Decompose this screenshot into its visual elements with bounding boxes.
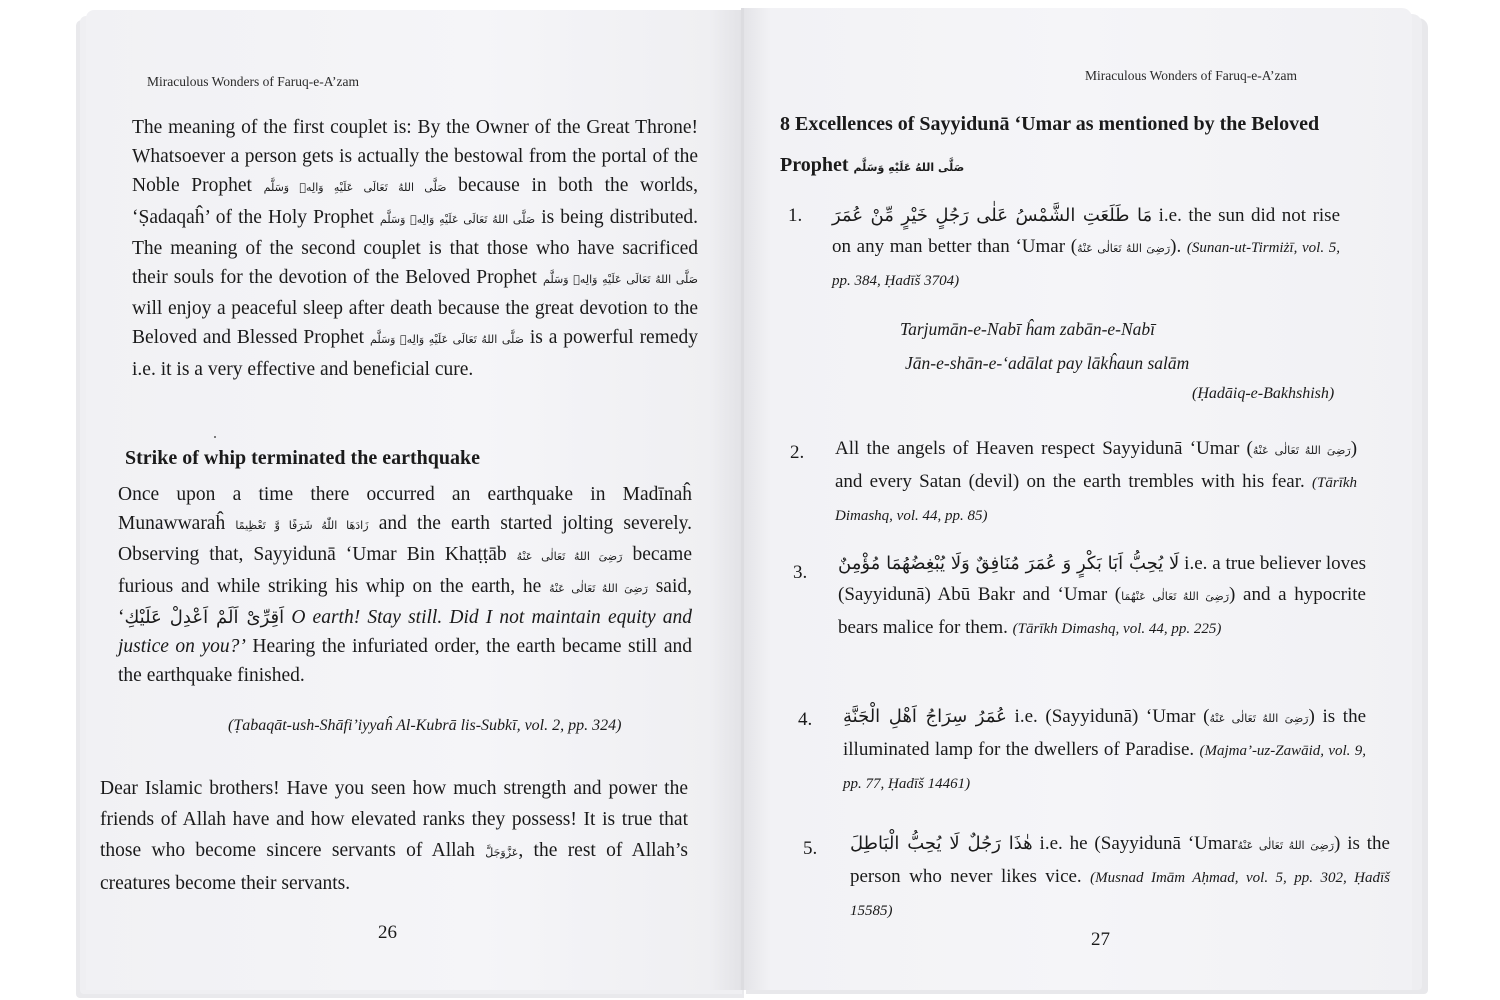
item-text: i.e. he (Sayyidunā ‘Umar [1039, 833, 1238, 854]
running-head-right: Miraculous Wonders of Faruq-e-A’zam [1085, 68, 1297, 83]
item-text: ) is the illuminated lamp for the dwellers of Paradise. [843, 706, 1366, 760]
honorific-arabic: رَضِىَ اللهُ تَعَالٰى عَنْهُ [1252, 444, 1351, 457]
salutation-arabic: صَلَّى اللهُ تَعَالَى عَلَيْهِ وَالِهٖ وَسَلَّم [263, 181, 447, 195]
salutation-arabic: صَلَّى اللهُ تَعَالَى عَلَيْهِ وَالِهٖ وَسَلَّم [379, 212, 536, 226]
item-text: ). [1170, 236, 1182, 257]
story-text: Once upon a time there occurred an earthquake in Madīnaĥ Munawwaraĥ [118, 484, 692, 535]
intro-text: is a powerful remedy i.e. it is a very effective and beneficial cure. [132, 327, 699, 380]
hadith-arabic: مَا طَلَعَتِ الشَّمْسُ عَلٰى رَجُلٍ خَيْرٍ مِّنْ عُمَرَ [832, 205, 1153, 226]
honorific-arabic: رَضِىَ اللهُ تَعَالٰى عَنْهُمَا [1121, 590, 1230, 603]
story-quote-italic: O earth! Stay still. Did I not maintain equity and justice on you?’ [118, 606, 693, 658]
page-number-right: 27 [1091, 929, 1110, 950]
excellence-item-1 [832, 200, 1340, 297]
book-gutter [741, 8, 744, 990]
item-text: i.e. the sun did not rise on any man better than ‘Umar ( [832, 205, 1341, 257]
section-heading: Strike of whip terminated the earthquake [125, 447, 480, 469]
hadith-arabic: عُمَرُ سِرَاجُ اَهْلِ الْجَنَّةِ [843, 706, 1007, 727]
hadith-arabic: هٰذَا رَجُلٌ لَا يُحِبُّ الْبَاطِلَ [850, 833, 1033, 854]
list-number: 4. [798, 709, 813, 730]
closing-text: , the rest of Allah’s creatures become their servants. [100, 840, 688, 894]
closing-text: Dear Islamic brothers! Have you seen how much strength and power the friends of Allah have and how elevated ranks they possess! It is true that those who become sincere servants of Allah [100, 778, 688, 861]
excellence-item-2 [835, 433, 1357, 532]
item-text: i.e. (Sayyidunā) ‘Umar ( [1014, 706, 1210, 727]
item-citation: (Tārīkh Dimashq, vol. 44, pp. 225) [1012, 621, 1222, 637]
excellence-item-5 [850, 828, 1390, 927]
salutation-arabic: صَلَّى اللهُ عَلَيْهِ وَسَلَّم [853, 161, 965, 174]
verse-line-2: Jān-e-shān-e-‘adālat pay lākĥaun salām [905, 353, 1190, 373]
story-text: and the earth started jolting severely. Observing that, Sayyidunā ‘Umar Bin Khaṭṭāb [118, 513, 693, 566]
story-paragraph [118, 480, 692, 690]
story-citation: (Ṭabaqāt-ush-Shāfi’iyyaĥ Al-Kubrā lis-Subkī, vol. 2, pp. 324) [228, 717, 622, 734]
honorific-arabic: رَضِىَ اللهُ تَعَالٰى عَنْهُ [1077, 242, 1171, 255]
item-text: ) and every Satan (devil) on the earth trembles with his fear. [835, 438, 1358, 492]
excellences-heading-text: 8 Excellences of Sayyidunā ‘Umar as mentioned by the Beloved Prophet [780, 113, 1320, 176]
salutation-arabic: صَلَّى اللهُ تَعَالَى عَلَيْهِ وَالِهٖ وَسَلَّم [543, 273, 699, 287]
honorific-arabic: رَضِىَ اللهُ تَعَالٰى عَنْهُ [516, 550, 623, 564]
list-number: 1. [788, 205, 803, 226]
hadith-arabic: لَا يُحِبُّ اَبَا بَكْرٍ وَ عُمَرَ مُنَافِقٌ وَلَا يُبْغِضُهُمَا مُؤْمِنٌ [838, 553, 1180, 574]
intro-text: The meaning of the first couplet is: By the Owner of the Great Throne! Whatsoever a person gets is actually the bestowal from the portal of the Noble Prophet [132, 117, 698, 197]
honorific-arabic: زَادَهَا اللّٰهُ شَرَفًا وَّ تَعْظِيمًا [235, 519, 369, 533]
verse-line-1: Tarjumān-e-Nabī ĥam zabān-e-Nabī [900, 319, 1156, 339]
item-citation: (Majma’-uz-Zawāid, vol. 9, pp. 77, Ḥadīš 14461) [843, 743, 1366, 792]
verse-source: (Ḥadāiq-e-Bakhshish) [1192, 385, 1335, 402]
item-citation: (Tārīkh Dimashq, vol. 44, pp. 85) [835, 475, 1358, 524]
page-number-left: 26 [378, 922, 397, 943]
intro-text: will enjoy a peaceful sleep after death because the great devotion to the Beloved and Blessed Prophet [132, 298, 698, 349]
item-text: All the angels of Heaven respect Sayyidunā ‘Umar ( [835, 438, 1253, 459]
salutation-arabic: صَلَّى اللهُ تَعَالَى عَلَيْهِ وَالِهٖ وَسَلَّم [370, 333, 524, 347]
honorific-arabic: رَضِىَ اللهُ تَعَالٰى عَنْهُ [1237, 839, 1335, 852]
running-head-left: Miraculous Wonders of Faruq-e-A’zam [147, 74, 359, 89]
list-number: 3. [793, 562, 808, 583]
item-citation: (Musnad Imām Aḥmad, vol. 5, pp. 302, Ḥadīš 15585) [850, 870, 1390, 919]
item-citation: (Sunan-ut-Tirmiżī, vol. 5, pp. 384, Ḥadīš 3704) [832, 240, 1341, 289]
intro-text: is being distributed. The meaning of the second couplet is that those who have sacrificed their souls for the devotion of the Beloved Prophet [132, 206, 699, 289]
list-number: 2. [790, 442, 805, 463]
intro-paragraph [132, 113, 698, 384]
excellence-item-3 [838, 548, 1366, 645]
glorification-arabic: عَزَّوَجَلَّ [485, 846, 519, 859]
paper-speck [214, 436, 216, 438]
excellence-item-4 [843, 701, 1366, 800]
story-text: said, ‘ [118, 575, 693, 628]
story-text: became furious and while striking his whip on the earth, he [118, 544, 692, 597]
list-number: 5. [803, 838, 818, 859]
item-text: ) and a hypocrite bears malice for them. [838, 584, 1366, 638]
excellences-heading [780, 104, 1340, 188]
closing-paragraph [100, 773, 688, 899]
item-text: i.e. a true believer loves (Sayyidunā) Abū Bakr and ‘Umar ( [838, 553, 1366, 605]
honorific-arabic: رَضِىَ اللهُ تَعَالٰى عَنْهُ [1209, 712, 1309, 725]
honorific-arabic: رَضِىَ اللهُ تَعَالٰى عَنْهُ [549, 581, 648, 595]
intro-text: because in both the worlds, ‘Ṣadaqaĥ’ of the Holy Prophet [132, 175, 699, 228]
item-text: ) is the person who never likes vice. [850, 833, 1390, 887]
quote-arabic: اَقِرِّىْ اَلَمْ اَعْدِلْ عَلَيْكِ [124, 606, 285, 628]
story-text: Hearing the infuriated order, the earth became still and the earthquake finished. [118, 636, 692, 687]
